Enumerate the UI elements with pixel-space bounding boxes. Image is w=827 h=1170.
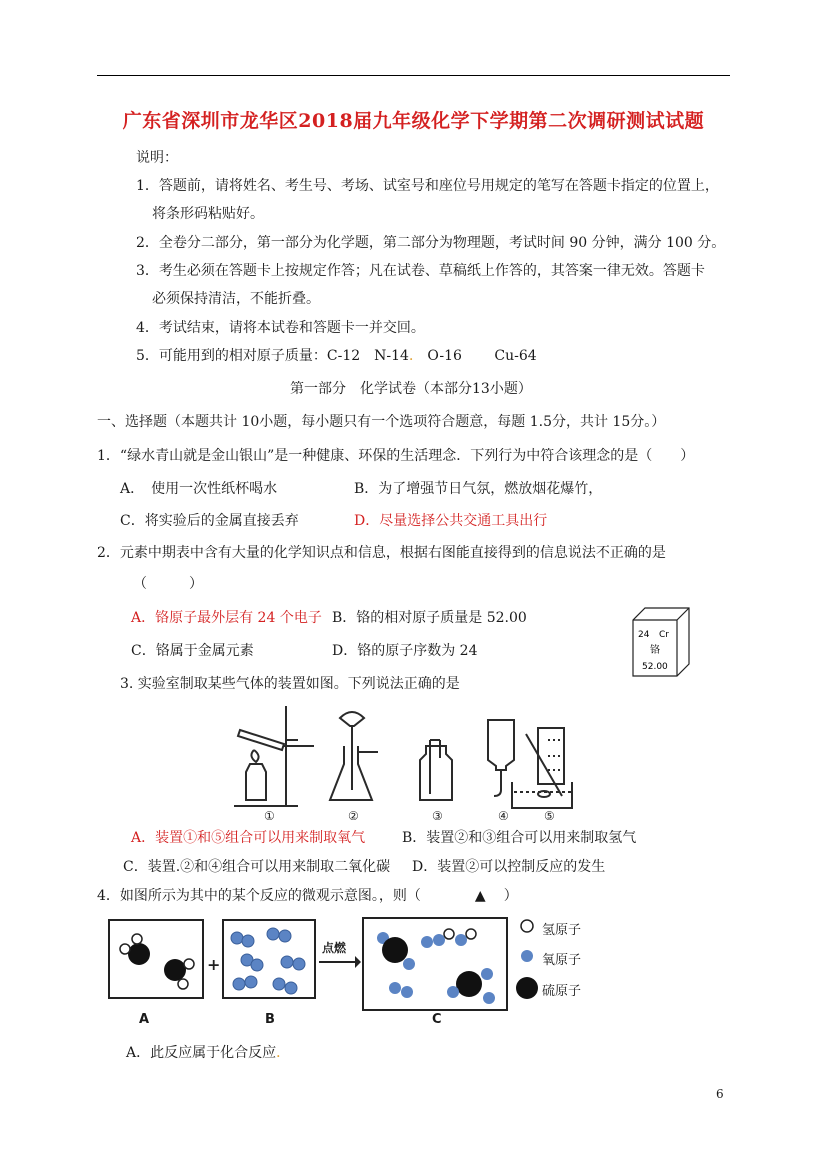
- q2-stem: 2．元素中期表中含有大量的化学知识点和信息，根据右图能直接得到的信息说法不正确的是: [97, 545, 666, 561]
- apparatus-label-2: ②: [348, 809, 359, 820]
- box-a-molecules: [120, 934, 194, 989]
- instruction-3-cont: 必须保持清洁，不能折叠。: [152, 291, 320, 307]
- instructions-heading: 说明：: [136, 150, 178, 166]
- q2-option-b: B．铬的相对原子质量是 52.00: [332, 610, 527, 626]
- q1-option-d: D．尽量选择公共交通工具出行: [354, 513, 548, 529]
- instruction-1-cont: 将条形码粘贴好。: [152, 206, 264, 222]
- legend-oxygen: 氧原子: [542, 953, 582, 968]
- element-symbol: Cr: [659, 630, 669, 640]
- q1-option-c: C．将实验后的金属直接丢弃: [120, 513, 299, 529]
- svg-text:+: +: [207, 955, 221, 974]
- reaction-micro-diagram: [107, 912, 607, 1030]
- box-b-molecules: [231, 928, 305, 994]
- box-c-molecules: [377, 929, 495, 1004]
- q1-option-a: A． 使用一次性纸杯喝水: [120, 481, 278, 497]
- q1-stem: 1．“绿水青山就是金山银山”是一种健康、环保的生活理念．下列行为中符合该理念的是（ ）: [97, 448, 695, 464]
- apparatus-label-4: ④: [498, 809, 509, 820]
- apparatus-2: [330, 712, 378, 800]
- hydrogen-atom-icon: [521, 920, 533, 932]
- apparatus-label-1: ①: [264, 809, 275, 820]
- q3-option-b: B．装置②和③组合可以用来制取氢气: [402, 830, 637, 846]
- q3-stem: 3. 实验室制取某些气体的装置如图。下列说法正确的是: [120, 676, 460, 692]
- box-label-c: C: [432, 1012, 442, 1027]
- header-rule: [97, 75, 730, 76]
- gas-apparatus-figure: [226, 700, 576, 820]
- legend-hydrogen: 氢原子: [542, 923, 582, 938]
- apparatus-1: [234, 706, 314, 806]
- page-title: 广东省深圳市龙华区2018届九年级化学下学期第二次调研测试试题: [122, 110, 705, 132]
- q3-option-d: D．装置②可以控制反应的发生: [412, 859, 606, 875]
- sulfur-atom-icon: [516, 977, 538, 999]
- section-one-heading: 一、选择题（本题共计 10小题，每小题只有一个选项符合题意，每题 1.5分，共计 15分。）: [97, 414, 666, 430]
- legend-sulfur: 硫原子: [542, 984, 582, 999]
- instruction-2: 2．全卷分二部分，第一部分为化学题，第二部分为物理题，考试时间 90 分钟，满分 100 分。: [136, 235, 726, 251]
- chromium-element-card: [632, 607, 690, 677]
- q4-option-a: A．此反应属于化合反应．: [126, 1045, 291, 1061]
- apparatus-5: [512, 728, 572, 808]
- q1-option-b: B．为了增强节日气氛，燃放烟花爆竹，: [354, 481, 603, 497]
- box-label-b: B: [265, 1012, 275, 1027]
- instruction-3: 3．考生必须在答题卡上按规定作答；凡在试卷、草稿纸上作答的，其答案一律无效。答题卡: [136, 263, 705, 279]
- q4-stem: 4．如图所示为其中的某个反应的微观示意图。，则（ ▲ ）: [97, 888, 518, 904]
- element-name: 铬: [650, 645, 660, 656]
- element-mass: 52.00: [642, 662, 668, 672]
- apparatus-3: [420, 740, 452, 800]
- instruction-1: 1．答题前，请将姓名、考生号、考场、试室号和座位号用规定的笔写在答题卡指定的位置上，: [136, 178, 719, 194]
- atom-legend: [516, 920, 538, 999]
- q2-option-a: A．铬原子最外层有 24 个电子: [131, 610, 322, 626]
- box-label-a: A: [139, 1012, 150, 1027]
- arrow-label: 点燃: [322, 941, 347, 955]
- apparatus-label-5: ⑤: [544, 809, 555, 820]
- q2-option-c: C．铬属于金属元素: [131, 643, 254, 659]
- page-number: 6: [716, 1087, 724, 1101]
- element-number: 24: [638, 630, 650, 640]
- apparatus-4: [488, 720, 514, 796]
- oxygen-atom-icon: [521, 950, 533, 962]
- instruction-5: 5．可能用到的相对原子质量：C-12 N-14． O-16 Cu-64: [136, 348, 537, 364]
- apparatus-label-3: ③: [432, 809, 443, 820]
- q2-answer-paren: （ ）: [133, 576, 203, 592]
- q2-option-d: D．铬的原子序数为 24: [332, 643, 478, 659]
- q3-option-c: C．装置.②和④组合可以用来制取二氧化碳: [123, 859, 391, 875]
- instruction-4: 4．考试结束，请将本试卷和答题卡一并交回。: [136, 320, 425, 336]
- section-title: 第一部分 化学试卷（本部分13小题）: [290, 381, 532, 397]
- q3-option-a: A．装置①和⑤组合可以用来制取氧气: [131, 830, 366, 846]
